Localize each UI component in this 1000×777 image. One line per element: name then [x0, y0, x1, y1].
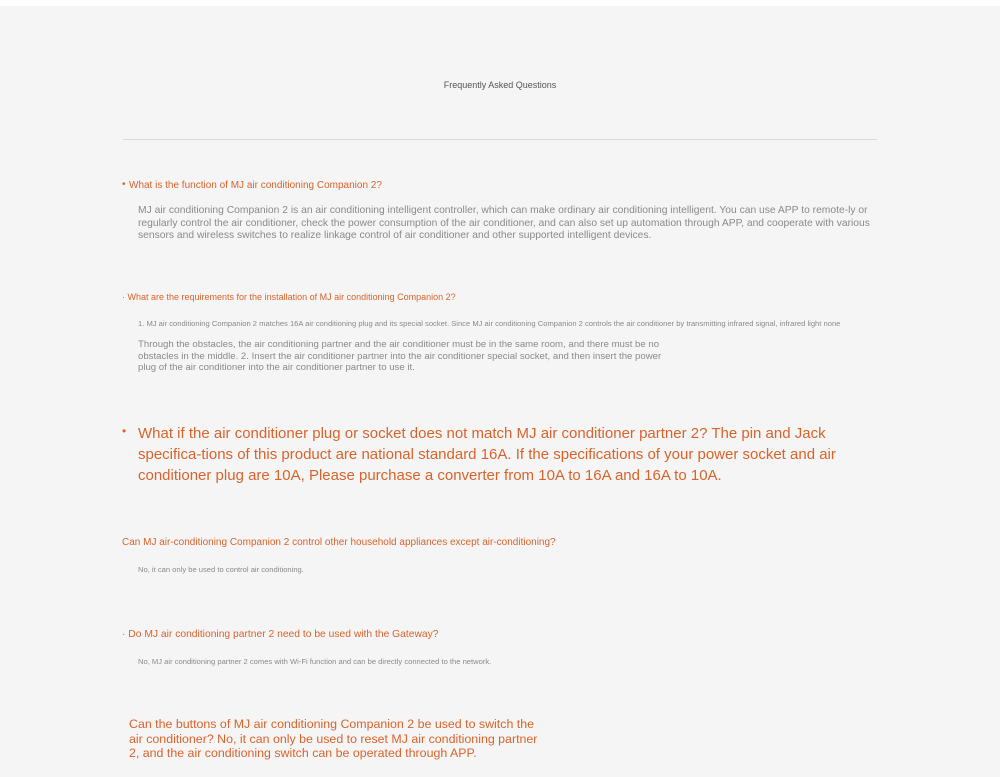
faq-question-3: What if the air conditioner plug or socket does not match MJ air conditioner partner 2? The pin and Jack specifica-tions of this product are national standard 16A. If the specifications of your power socket and air conditioner plug are 10A, Please purchase a converter from 10A to 16A and 16A to 10A.	[138, 425, 836, 484]
bullet-icon: •	[122, 424, 127, 438]
faq-question-2: · What are the requirements for the installation of MJ air conditioning Companion 2?	[122, 292, 456, 302]
faq-question-1: What is the function of MJ air conditioning Companion 2?	[129, 180, 382, 191]
faq-answer-5: No, MJ air conditioning partner 2 comes with Wi-Fi function and can be directly connected to the network.	[138, 657, 492, 666]
faq-answer-2-line2: Through the obstacles, the air conditioning partner and the air conditioner must be in the same room, and there must be no obstacles in the middle. 2. Insert the air conditioner partner into the air conditioner special socket, and then insert the power plug of the air conditioner into the air conditioner partner to use it.	[138, 339, 662, 373]
bullet-icon: •	[122, 179, 126, 190]
divider	[123, 139, 877, 140]
page-title: Frequently Asked Questions	[443, 80, 557, 90]
faq-answer-4: No, it can only be used to control air conditioning.	[138, 565, 304, 574]
top-bar	[0, 0, 1000, 6]
faq-answer-2-line1: 1. MJ air conditioning Companion 2 matches 16A air conditioning plug and its special socket. Since MJ air conditioning Companion 2 controls the air conditioner by transmitting infrared signal, infrared light none	[138, 319, 841, 328]
faq-question-5: · Do MJ air conditioning partner 2 need to be used with the Gateway?	[122, 629, 439, 640]
faq-question-4: Can MJ air-conditioning Companion 2 control other household appliances except air-conditioning?	[122, 537, 556, 548]
faq-answer-1: MJ air conditioning Companion 2 is an air conditioning intelligent controller, which can make ordinary air conditioning intelligent. You can use APP to remote-ly or regularly control the air conditioner, check the power consumption of the air conditioner, and can also set up automation through APP, and cooperate with various sensors and wireless switches to realize linkage control of air conditioner and other supported intelligent devices.	[138, 205, 870, 241]
faq-question-6: Can the buttons of MJ air conditioning Companion 2 be used to switch the air conditioner? No, it can only be used to reset MJ air conditioning partner 2, and the air conditioning switch can be operated through APP.	[129, 717, 538, 760]
